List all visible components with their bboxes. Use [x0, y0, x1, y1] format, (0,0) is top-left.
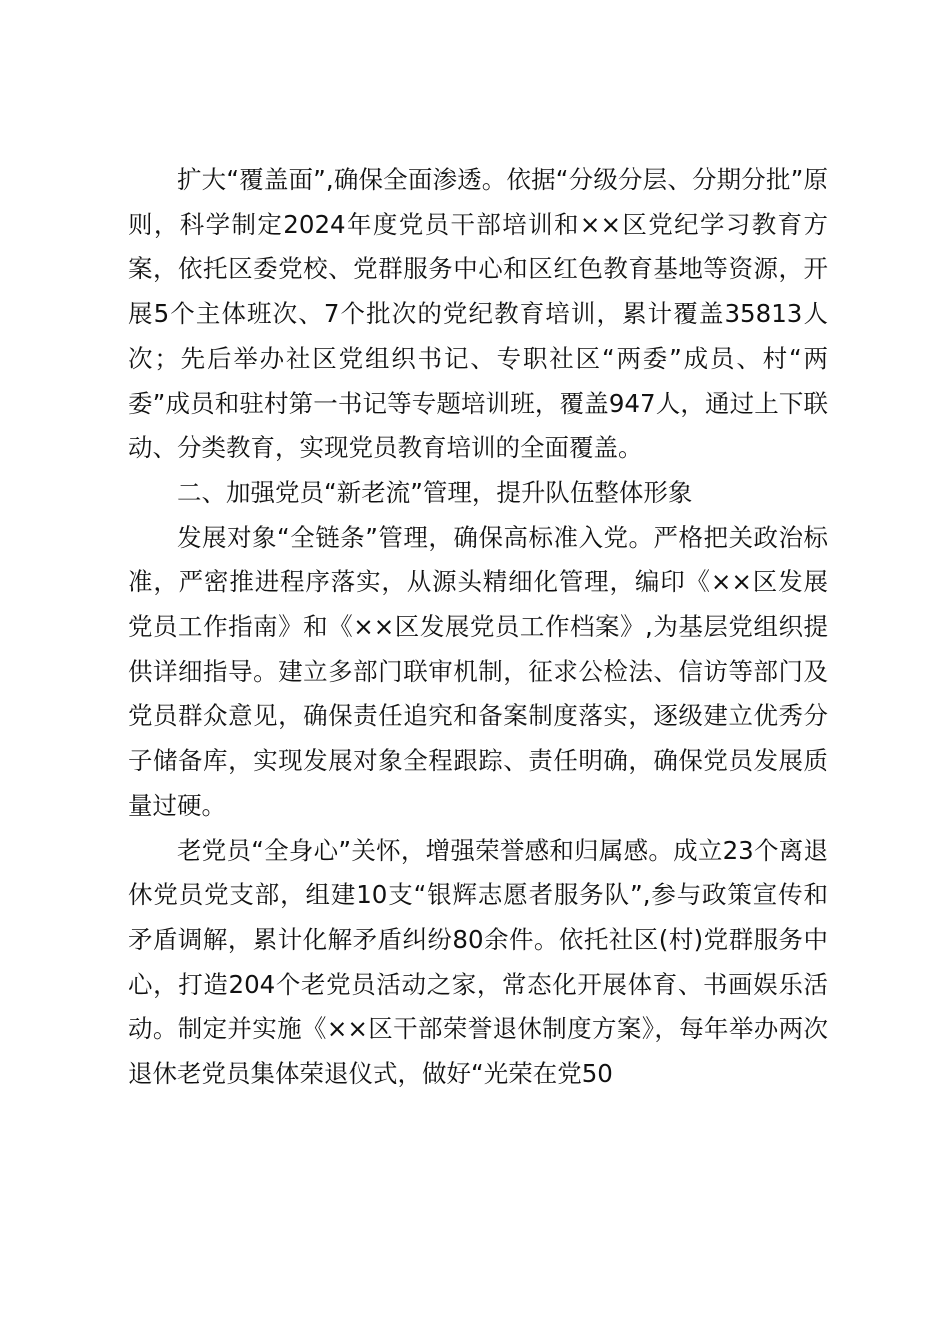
paragraph-development: 发展对象“全链条”管理，确保高标准入党。严格把关政治标准，严密推进程序落实，从源头精细化管理，编印《××区发展党员工作指南》和《××区发展党员工作档案》,为基层党组织提供详细指导。建立多部门联审机制，征求公检法、信访等部门及党员群众意见，确保责任追究和备案制度落实，逐级建立优秀分子储备库，实现发展对象全程跟踪、责任明确，确保党员发展质量过硬。	[128, 522, 828, 820]
section-heading: 二、加强党员“新老流”管理，提升队伍整体形象	[177, 477, 693, 507]
paragraph-veteran-care: 老党员“全身心”关怀，增强荣誉感和归属感。成立23个离退休党员党支部，组建10支“银辉志愿者服务队”,参与政策宣传和矛盾调解，累计化解矛盾纠纷80余件。依托社区(村)党群服务中心，打造204个老党员活动之家，常态化开展体育、书画娱乐活动。制定并实施《××区干部荣誉退休制度方案》，每年举办两次退休老党员集体荣退仪式，做好“光荣在党50	[128, 835, 828, 1089]
document-body	[128, 158, 828, 1097]
paragraph-coverage: 扩大“覆盖面”,确保全面渗透。依据“分级分层、分期分批”原则，科学制定2024年度党员干部培训和××区党纪学习教育方案，依托区委党校、党群服务中心和区红色教育基地等资源，开展5个主体班次、7个批次的党纪教育培训，累计覆盖35813人次；先后举办社区党组织书记、专职社区“两委”成员、村“两委”成员和驻村第一书记等专题培训班，覆盖947人，通过上下联动、分类教育，实现党员教育培训的全面覆盖。	[128, 165, 828, 463]
